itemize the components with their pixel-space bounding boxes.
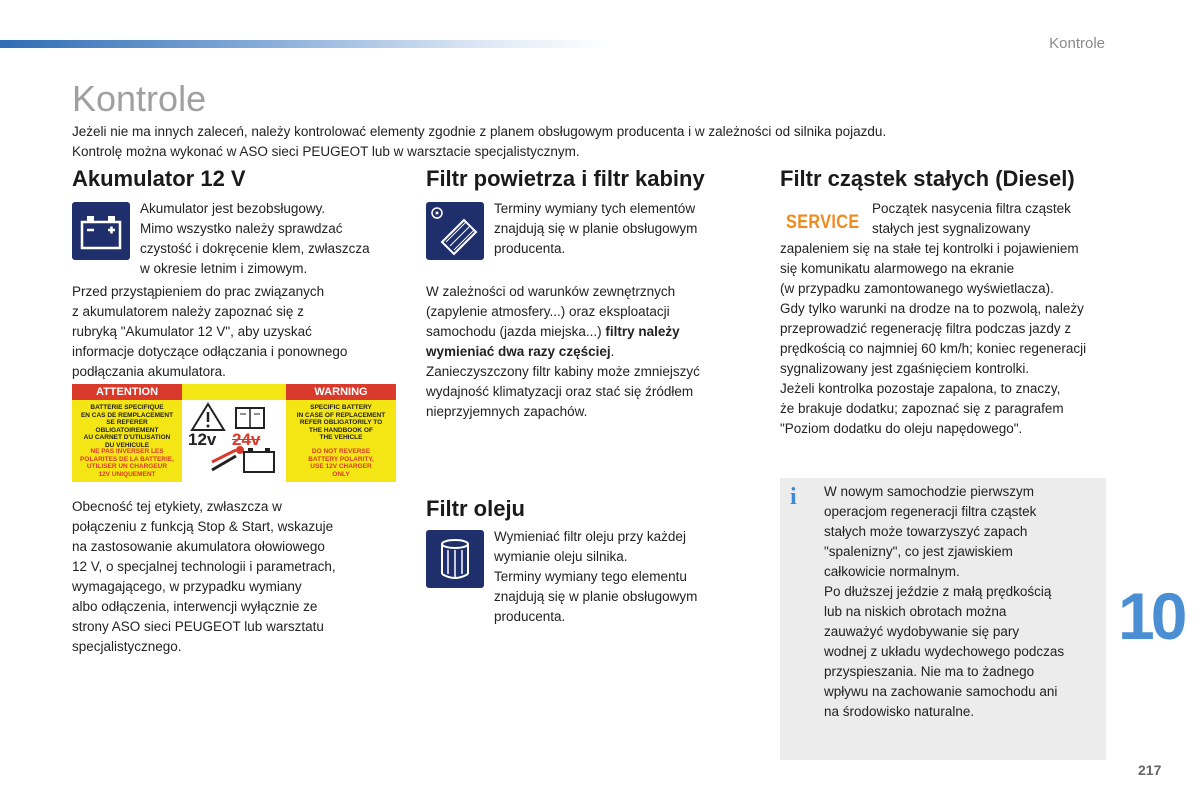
text-line: zauważyć wydobywanie się pary <box>824 624 1020 639</box>
text-line: Zanieczyszczony filtr kabiny może zmniejszyć <box>426 364 700 379</box>
oil-filter-heading: Filtr oleju <box>426 496 525 521</box>
service-warning-icon: SERVICE <box>786 212 860 233</box>
page-title: Kontrole <box>72 78 207 119</box>
battery-icon <box>72 202 130 260</box>
intro-line: Kontrolę można wykonać w ASO sieci PEUGEOT lub w warsztacie specjalistycznym. <box>72 144 580 159</box>
text-line: Terminy wymiany tych elementów <box>494 201 696 216</box>
text-line: wymianie oleju silnika. <box>494 549 628 564</box>
label-12v: 12v <box>188 430 217 449</box>
text-line: się komunikatu alarmowego na ekranie <box>780 261 1015 276</box>
text-line: stałych może towarzyszyć zapach <box>824 524 1028 539</box>
dpf-section <box>780 166 1120 192</box>
text-line: nieprzyjemnych zapachów. <box>426 404 588 419</box>
text-line: wymagającego, w przypadku wymiany <box>72 579 302 594</box>
top-gradient-bar <box>0 40 610 48</box>
page-number: 217 <box>1138 762 1162 778</box>
battery-lead <box>140 199 410 279</box>
text-line: Przed przystąpieniem do prac związanych <box>72 284 325 299</box>
text-line: z akumulatorem należy zapoznać się z <box>72 304 304 319</box>
dpf-heading: Filtr cząstek stałych (Diesel) <box>780 166 1075 191</box>
text-line: producenta. <box>494 241 566 256</box>
oil-filter-icon <box>426 530 484 588</box>
text-line: podłączania akumulatora. <box>72 364 226 379</box>
intro-text <box>72 122 1112 162</box>
dpf-lead <box>872 199 1112 239</box>
text-line: wymieniać dwa razy częściej. <box>426 344 615 359</box>
air-filter-body <box>426 282 771 422</box>
dpf-body <box>780 239 1110 439</box>
text-line: stałych jest sygnalizowany <box>872 221 1031 236</box>
text-line: Gdy tylko warunki na drodze na to pozwolą, należy <box>780 301 1084 316</box>
text-line: operacjom regeneracji filtra cząstek <box>824 504 1037 519</box>
text-line: przyspieszania. Nie ma to żadnego <box>824 664 1035 679</box>
text-line: Terminy wymiany tego elementu <box>494 569 687 584</box>
text-line: całkowicie normalnym. <box>824 564 960 579</box>
text-line: wpływu na zachowanie samochodu ani <box>824 684 1058 699</box>
text-line: albo odłączenia, interwencji wyłącznie ze <box>72 599 318 614</box>
emphasis-text: wymieniać dwa razy częściej <box>426 344 611 359</box>
text-line: 12 V, o specjalnej technologii i parametrach, <box>72 559 336 574</box>
text-line: "Poziom dodatku do oleju napędowego". <box>780 421 1023 436</box>
text-line: połączeniu z funkcją Stop & Start, wskazuje <box>72 519 334 534</box>
text-line: (w przypadku zamontowanego wyświetlacza). <box>780 281 1054 296</box>
text-line: Po dłuższej jeździe z małą prędkością <box>824 584 1052 599</box>
text-line: na środowisko naturalne. <box>824 704 975 719</box>
text-line: na zastosowanie akumulatora ołowiowego <box>72 539 325 554</box>
text-line: Jeżeli kontrolka pozostaje zapalona, to znaczy, <box>780 381 1061 396</box>
text-line: rubryką "Akumulator 12 V", aby uzyskać <box>72 324 312 339</box>
text-line: znajdują się w planie obsługowym <box>494 221 698 236</box>
text-line: wodnej z układu wydechowego podczas <box>824 644 1065 659</box>
text-line: specjalistycznego. <box>72 639 182 654</box>
chapter-number: 10 <box>1118 579 1184 653</box>
intro-line: Jeżeli nie ma innych zaleceń, należy kontrolować elementy zgodnie z planem obsługowym producenta i w zależności od silnika pojazdu. <box>72 124 887 139</box>
text-line: informacje dotyczące odłączania i ponownego <box>72 344 348 359</box>
label-text-fr-top: BATTERIE SPECIFIQUE EN CAS DE REMPLACEMENT SE REFERER OBLIGATOIREMENT AU CARNET D'UTILISATION DU VEHICULE <box>80 404 174 449</box>
text-line: w okresie letnim i zimowym. <box>140 261 308 276</box>
battery-warning-label <box>72 384 396 482</box>
battery-heading: Akumulator 12 V <box>72 166 246 191</box>
text-line: samochodu (jazda miejska...) filtry należy <box>426 324 680 339</box>
text-line: Akumulator jest bezobsługowy. <box>140 201 326 216</box>
text-line: Mimo wszystko należy sprawdzać <box>140 221 343 236</box>
text-line: strony ASO sieci PEUGEOT lub warsztatu <box>72 619 324 634</box>
text-line: Początek nasycenia filtra cząstek <box>872 201 1071 216</box>
air-filter-heading: Filtr powietrza i filtr kabiny <box>426 166 705 191</box>
text-line: lub na niskich obrotach można <box>824 604 1007 619</box>
text-line: Obecność tej etykiety, zwłaszcza w <box>72 499 282 514</box>
air-filter-section <box>426 166 766 192</box>
text-line: że brakuje dodatku; zapoznać się z paragrafem <box>780 401 1064 416</box>
text-line: znajdują się w planie obsługowym <box>494 589 698 604</box>
oil-filter-lead <box>494 527 774 627</box>
label-text-en-bottom: DO NOT REVERSE BATTERY POLARITY, USE 12V CHARGER ONLY <box>308 448 374 478</box>
label-24v: 24v <box>232 430 261 449</box>
text-line: prędkością co najmniej 60 km/h; koniec regeneracji <box>780 341 1087 356</box>
battery-body <box>72 282 402 382</box>
warning-band: WARNING <box>286 384 396 400</box>
info-text <box>824 482 1104 722</box>
label-text-en-top: SPECIFIC BATTERY IN CASE OF REPLACEMENT REFER OBLIGATORILY TO THE HANDBOOK OF THE VEHICLE <box>296 404 386 441</box>
battery-after <box>72 497 402 657</box>
label-text-fr-bottom: NE PAS INVERSER LES POLARITES DE LA BATTERIE, UTILISER UN CHARGEUR 12V UNIQUEMENT <box>80 448 174 478</box>
attention-band: ATTENTION <box>72 384 182 400</box>
text-line: W zależności od warunków zewnętrznych <box>426 284 676 299</box>
section-title: Kontrole <box>1049 35 1105 52</box>
text-line: W nowym samochodzie pierwszym <box>824 484 1035 499</box>
text-line: sygnalizowany jest zgaśnięciem kontrolki. <box>780 361 1030 376</box>
air-filter-lead <box>494 199 774 259</box>
air-filter-icon <box>426 202 484 260</box>
text-line: (zapylenie atmosfery...) oraz eksploatacji <box>426 304 670 319</box>
text-line: zapaleniem się na stałe tej kontrolki i pojawieniem <box>780 241 1079 256</box>
emphasis-text: filtry należy <box>605 324 680 339</box>
text-line: "spalenizny", co jest zjawiskiem <box>824 544 1013 559</box>
info-icon: i <box>790 484 797 510</box>
text-line: wydajność klimatyzacji oraz stać się źródłem <box>426 384 694 399</box>
oil-filter-section <box>426 496 766 522</box>
text-line: Wymieniać filtr oleju przy każdej <box>494 529 686 544</box>
text-line: producenta. <box>494 609 566 624</box>
label-pictograms <box>182 400 286 482</box>
text-line: przeprowadzić regenerację filtra podczas jazdy z <box>780 321 1072 336</box>
text-line: czystość i dokręcenie klem, zwłaszcza <box>140 241 370 256</box>
battery-section <box>72 166 402 192</box>
